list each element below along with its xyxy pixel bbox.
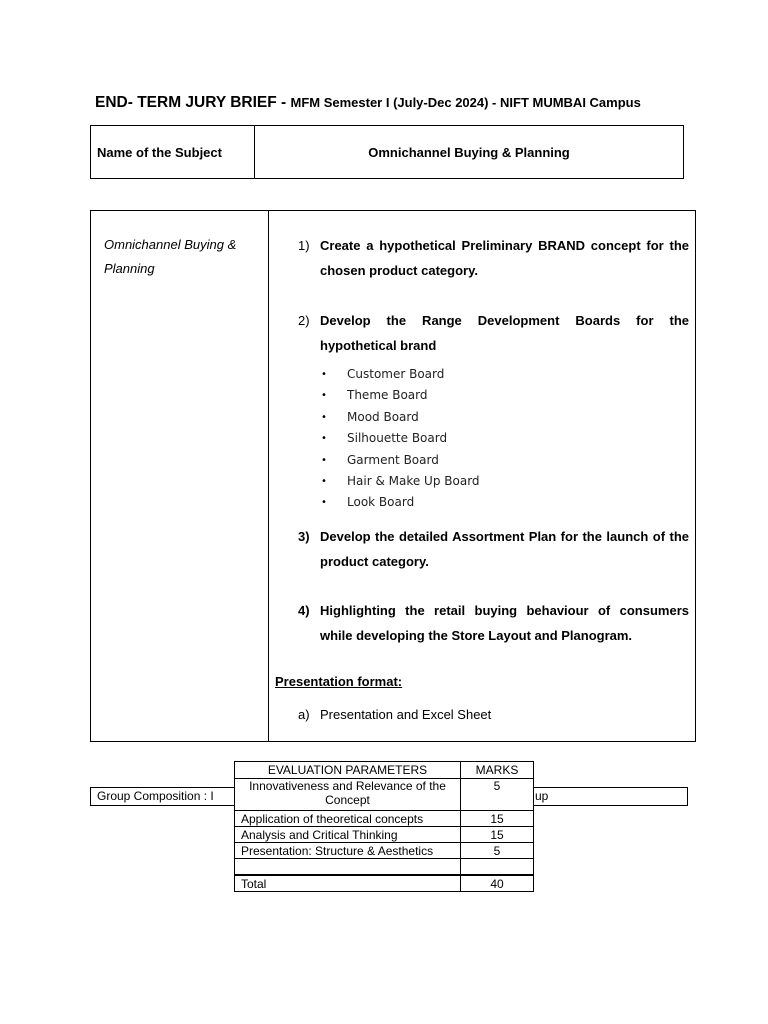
brief-item	[298, 598, 689, 648]
title-rest: MFM Semester I (July-Dec 2024) - NIFT MUMBAI Campus	[290, 95, 641, 110]
total-marks: 40	[461, 875, 534, 892]
table-row	[235, 811, 534, 827]
marks-cell	[461, 859, 534, 876]
parameter-cell: Presentation: Structure & Aesthetics	[235, 843, 461, 859]
table-row	[235, 827, 534, 843]
list-item	[321, 407, 480, 428]
subject-value: Omnichannel Buying & Planning	[368, 144, 570, 160]
brief-subject: Omnichannel Buying & Planning	[104, 237, 237, 276]
group-composition-text: Group Composition : I	[97, 789, 214, 803]
brief-item	[298, 308, 689, 358]
marks-cell: 5	[461, 779, 534, 811]
list-item	[321, 385, 480, 406]
brief-table	[90, 210, 696, 742]
board-name: Theme Board	[347, 388, 428, 403]
table-row-blank	[235, 859, 534, 876]
marks-cell: 15	[461, 811, 534, 827]
item-number: a)	[298, 707, 310, 722]
subject-label: Name of the Subject	[91, 126, 255, 178]
list-item	[321, 492, 480, 513]
list-item	[321, 471, 480, 492]
board-name: Look Board	[347, 495, 415, 510]
presentation-item	[298, 707, 491, 722]
title-main: END- TERM JURY BRIEF -	[95, 94, 291, 111]
bullet-icon: •	[321, 475, 327, 487]
bullet-icon: •	[321, 369, 327, 380]
board-name: Mood Board	[347, 409, 419, 424]
document-title	[95, 94, 641, 112]
bullet-icon: •	[321, 433, 327, 445]
item-number: 1)	[298, 238, 310, 253]
marks-cell: 5	[461, 843, 534, 859]
list-item	[321, 364, 480, 385]
bullet-icon: •	[321, 454, 327, 466]
list-item	[321, 428, 480, 449]
board-name: Hair & Make Up Board	[347, 473, 480, 488]
parameter-cell: Application of theoretical concepts	[235, 811, 461, 827]
item-text: Develop the Range Development Boards for the hypothetical brand	[320, 313, 689, 353]
table-row	[235, 843, 534, 859]
subject-table	[90, 125, 684, 179]
board-name: Garment Board	[347, 452, 439, 467]
table-row-total	[235, 875, 534, 892]
item-number: 2)	[298, 313, 310, 328]
board-name: Customer Board	[347, 367, 445, 381]
evaluation-table	[234, 761, 534, 892]
header-marks: MARKS	[461, 762, 534, 779]
item-number: 3)	[298, 529, 310, 544]
item-text: Presentation and Excel Sheet	[320, 707, 492, 722]
list-item	[321, 450, 480, 471]
item-number: 4)	[298, 603, 310, 618]
parameter-cell	[235, 859, 461, 876]
parameter-cell: Innovativeness and Relevance of the Concept	[235, 779, 461, 811]
marks-cell: 15	[461, 827, 534, 843]
header-parameters: EVALUATION PARAMETERS	[235, 762, 461, 779]
brief-content-cell	[269, 211, 695, 741]
board-name: Silhouette Board	[347, 431, 448, 446]
item-text: Highlighting the retail buying behaviour of consumers while developing the Store Layout and Planogram.	[320, 603, 689, 643]
brief-item	[298, 524, 689, 574]
bullet-icon: •	[321, 411, 327, 423]
presentation-format-heading: Presentation format:	[275, 674, 403, 689]
bullet-icon: •	[321, 497, 327, 509]
table-header-row	[235, 762, 534, 779]
item-text: Develop the detailed Assortment Plan for the launch of the product category.	[320, 529, 689, 569]
bullet-icon: •	[321, 390, 327, 402]
brief-subject-cell	[91, 211, 269, 741]
board-list	[321, 364, 480, 514]
parameter-cell: Analysis and Critical Thinking	[235, 827, 461, 843]
brief-item	[298, 233, 689, 283]
table-row	[235, 779, 534, 811]
total-label: Total	[235, 875, 461, 892]
group-composition-tail: up	[535, 789, 549, 803]
item-text: Create a hypothetical Preliminary BRAND concept for the chosen product category.	[320, 238, 689, 278]
